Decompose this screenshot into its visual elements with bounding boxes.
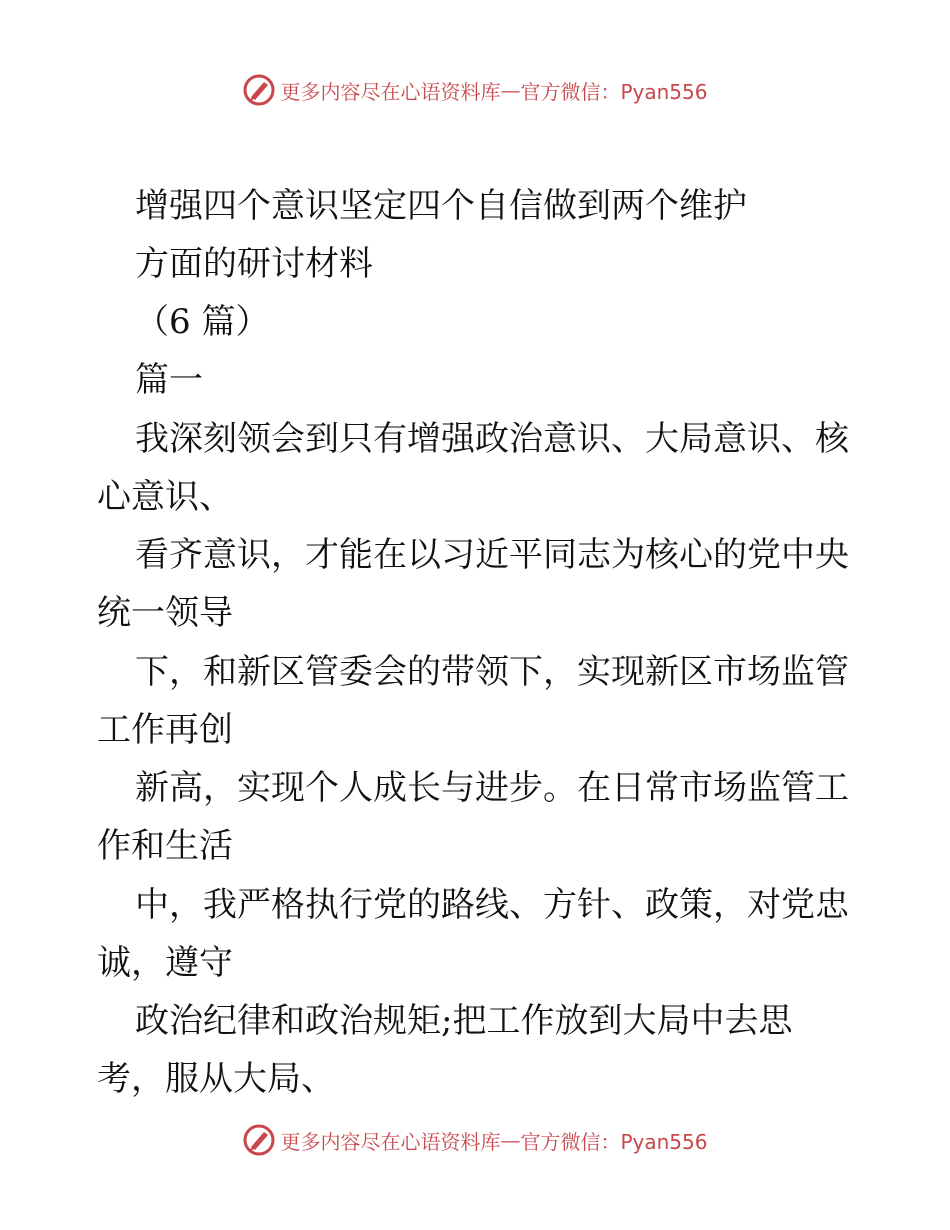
header-watermark-banner (0, 70, 950, 110)
document-title-line-2: 方面的研讨材料 (135, 244, 373, 284)
paragraph-line: 诚，遵守 (97, 943, 233, 983)
section-heading: 篇一 (135, 360, 203, 400)
paragraph-line: 中，我严格执行党的路线、方针、政策，对党忠 (135, 885, 849, 925)
pen-logo-icon (242, 1123, 276, 1157)
paragraph-line: 心意识、 (97, 477, 233, 517)
banner-brand-text: 更多内容尽在心语资料库 (280, 79, 501, 104)
paragraph-line: 考，服从大局、 (97, 1059, 335, 1099)
banner-account-text: 官方微信：Pyan556 (520, 1129, 708, 1154)
banner-separator: — (500, 78, 521, 102)
paragraph-line: 工作再创 (97, 710, 233, 750)
paragraph-line: 新高，实现个人成长与进步。在日常市场监管工 (135, 768, 849, 808)
paragraph-line: 我深刻领会到只有增强政治意识、大局意识、核 (135, 419, 849, 459)
banner-brand-text: 更多内容尽在心语资料库 (280, 1129, 501, 1154)
banner-account-text: 官方微信：Pyan556 (520, 79, 708, 104)
document-count-note: （6 篇） (135, 302, 270, 342)
paragraph-line: 看齐意识，才能在以习近平同志为核心的党中央 (135, 535, 849, 575)
paragraph-line: 作和生活 (97, 826, 233, 866)
paragraph-line: 统一领导 (97, 593, 233, 633)
paragraph-line: 下，和新区管委会的带领下，实现新区市场监管 (135, 652, 849, 692)
document-title-line-1: 增强四个意识坚定四个自信做到两个维护 (135, 186, 747, 226)
footer-watermark-banner (0, 1120, 950, 1160)
paragraph-line: 政治纪律和政治规矩;把工作放到大局中去思 (135, 1001, 793, 1041)
pen-logo-icon (242, 73, 276, 107)
banner-separator: — (500, 1128, 521, 1152)
